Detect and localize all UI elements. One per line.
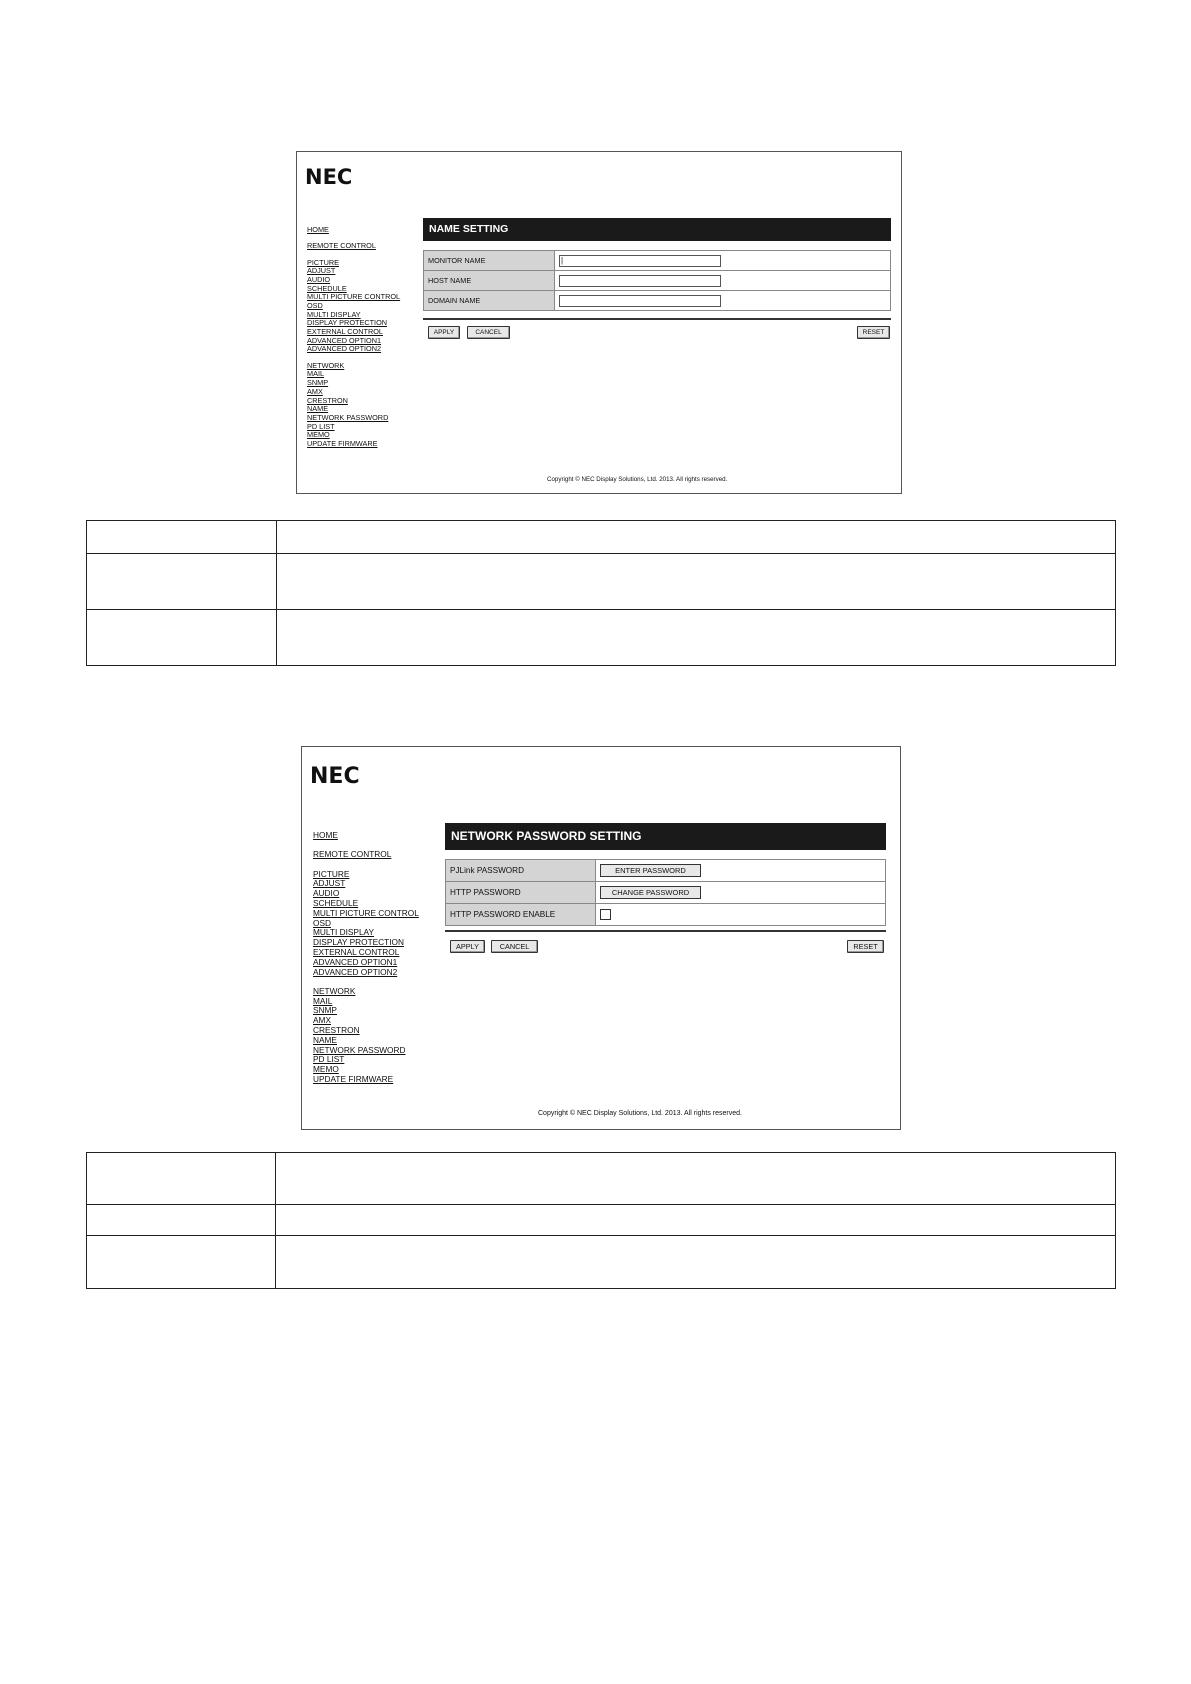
nav-audio[interactable]: AUDIO	[307, 274, 331, 284]
nav-network-password[interactable]: NETWORK PASSWORD	[313, 1044, 406, 1055]
domain-name-input[interactable]	[559, 295, 721, 307]
nav-advanced-option2[interactable]: ADVANCED OPTION2	[307, 344, 382, 354]
enter-password-button[interactable]: ENTER PASSWORD	[600, 864, 701, 877]
nav-multi-picture-control[interactable]: MULTI PICTURE CONTROL	[307, 292, 401, 302]
network-password-screenshot	[301, 746, 901, 1130]
nav-pd-list[interactable]: PD LIST	[313, 1054, 345, 1065]
nav-remote-control[interactable]: REMOTE CONTROL	[307, 241, 376, 251]
nav-home[interactable]: HOME	[313, 830, 338, 840]
nav-snmp[interactable]: SNMP	[307, 378, 329, 388]
nav-schedule[interactable]: SCHEDULE	[313, 897, 359, 908]
nav-amx[interactable]: AMX	[313, 1015, 331, 1026]
nav-crestron[interactable]: CRESTRON	[313, 1025, 360, 1036]
monitor-name-input[interactable]: |	[559, 255, 721, 267]
table2-row1-key	[87, 1153, 276, 1205]
domain-name-label: DOMAIN NAME	[424, 291, 555, 311]
nav-display-protection[interactable]: DISPLAY PROTECTION	[307, 318, 388, 328]
nav-network-password[interactable]: NETWORK PASSWORD	[307, 412, 389, 422]
monitor-name-label: MONITOR NAME	[424, 251, 555, 271]
nav-advanced-option2[interactable]: ADVANCED OPTION2	[313, 966, 398, 977]
nav-mail[interactable]: MAIL	[313, 995, 333, 1006]
cancel-button[interactable]: CANCEL	[467, 326, 510, 339]
nav-home[interactable]: HOME	[307, 225, 329, 234]
nav-mail[interactable]: MAIL	[307, 369, 325, 379]
nav-snmp[interactable]: SNMP	[313, 1005, 337, 1016]
name-setting-screenshot	[296, 151, 902, 494]
nav-pd-list[interactable]: PD LIST	[307, 421, 335, 431]
host-name-label: HOST NAME	[424, 271, 555, 291]
nav-advanced-option1[interactable]: ADVANCED OPTION1	[307, 335, 382, 345]
nav-advanced-option1[interactable]: ADVANCED OPTION1	[313, 956, 398, 967]
nav-name[interactable]: NAME	[307, 404, 329, 414]
http-password-label: HTTP PASSWORD	[446, 882, 596, 904]
nav-crestron[interactable]: CRESTRON	[307, 395, 348, 405]
description-table-2	[86, 1152, 1116, 1289]
nav-schedule[interactable]: SCHEDULE	[307, 283, 347, 293]
nav-update-firmware[interactable]: UPDATE FIRMWARE	[313, 1074, 394, 1085]
apply-button[interactable]: APPLY	[450, 940, 485, 953]
table1-row2-key	[87, 554, 277, 610]
nav-osd[interactable]: OSD	[313, 917, 331, 928]
sidebar-nav	[313, 831, 419, 1083]
table1-row3-value	[277, 610, 1116, 666]
page-title: NETWORK PASSWORD SETTING	[445, 823, 886, 850]
nav-multi-picture-control[interactable]: MULTI PICTURE CONTROL	[313, 907, 419, 918]
name-setting-panel	[423, 218, 891, 311]
http-password-enable-label: HTTP PASSWORD ENABLE	[446, 904, 596, 926]
monitor-name-cell	[555, 251, 891, 271]
nav-display-protection[interactable]: DISPLAY PROTECTION	[313, 937, 404, 948]
nav-multi-display[interactable]: MULTI DISPLAY	[313, 927, 375, 938]
nav-adjust[interactable]: ADJUST	[313, 878, 346, 889]
pjlink-password-label: PJLink PASSWORD	[446, 860, 596, 882]
divider	[445, 930, 886, 932]
table2-row3-value	[276, 1236, 1116, 1289]
nav-multi-display[interactable]: MULTI DISPLAY	[307, 309, 361, 319]
nav-picture[interactable]: PICTURE	[313, 868, 350, 879]
table1-row1-key	[87, 521, 277, 554]
table1-row3-key	[87, 610, 277, 666]
table1-row2-value	[277, 554, 1116, 610]
apply-button[interactable]: APPLY	[428, 326, 460, 339]
sidebar-nav	[307, 226, 400, 447]
change-password-button[interactable]: CHANGE PASSWORD	[600, 886, 701, 899]
divider	[423, 318, 891, 320]
table1-row1-value	[277, 521, 1116, 554]
description-table-1	[86, 520, 1116, 666]
domain-name-cell	[555, 291, 891, 311]
nav-external-control[interactable]: EXTERNAL CONTROL	[313, 946, 400, 957]
page-title: NAME SETTING	[423, 218, 891, 241]
table2-row3-key	[87, 1236, 276, 1289]
nav-audio[interactable]: AUDIO	[313, 888, 340, 899]
nec-logo: NEC	[305, 165, 353, 189]
nav-adjust[interactable]: ADJUST	[307, 266, 336, 276]
copyright: Copyright © NEC Display Solutions, Ltd. 2013. All rights reserved.	[547, 476, 728, 483]
table2-row1-value	[276, 1153, 1116, 1205]
http-password-enable-cell	[596, 904, 886, 926]
table2-row2-key	[87, 1205, 276, 1236]
host-name-input[interactable]	[559, 275, 721, 287]
nec-logo: NEC	[310, 764, 360, 789]
network-password-panel	[445, 823, 886, 926]
nav-network[interactable]: NETWORK	[313, 985, 356, 996]
host-name-cell	[555, 271, 891, 291]
table2-row2-value	[276, 1205, 1116, 1236]
nav-update-firmware[interactable]: UPDATE FIRMWARE	[307, 438, 378, 448]
cancel-button[interactable]: CANCEL	[491, 940, 538, 953]
password-form-table	[445, 859, 886, 926]
nav-name[interactable]: NAME	[313, 1034, 337, 1045]
nav-memo[interactable]: MEMO	[313, 1064, 339, 1075]
nav-osd[interactable]: OSD	[307, 301, 323, 311]
pjlink-password-cell	[596, 860, 886, 882]
nav-remote-control[interactable]: REMOTE CONTROL	[313, 849, 392, 860]
name-form-table	[423, 250, 891, 311]
nav-picture[interactable]: PICTURE	[307, 257, 340, 267]
nav-memo[interactable]: MEMO	[307, 430, 330, 440]
reset-button[interactable]: RESET	[857, 326, 890, 339]
nav-amx[interactable]: AMX	[307, 386, 323, 396]
http-password-enable-checkbox[interactable]	[600, 909, 611, 920]
nav-network[interactable]: NETWORK	[307, 360, 345, 370]
http-password-cell	[596, 882, 886, 904]
copyright: Copyright © NEC Display Solutions, Ltd. 2013. All rights reserved.	[538, 1110, 742, 1117]
nav-external-control[interactable]: EXTERNAL CONTROL	[307, 327, 383, 337]
reset-button[interactable]: RESET	[847, 940, 884, 953]
